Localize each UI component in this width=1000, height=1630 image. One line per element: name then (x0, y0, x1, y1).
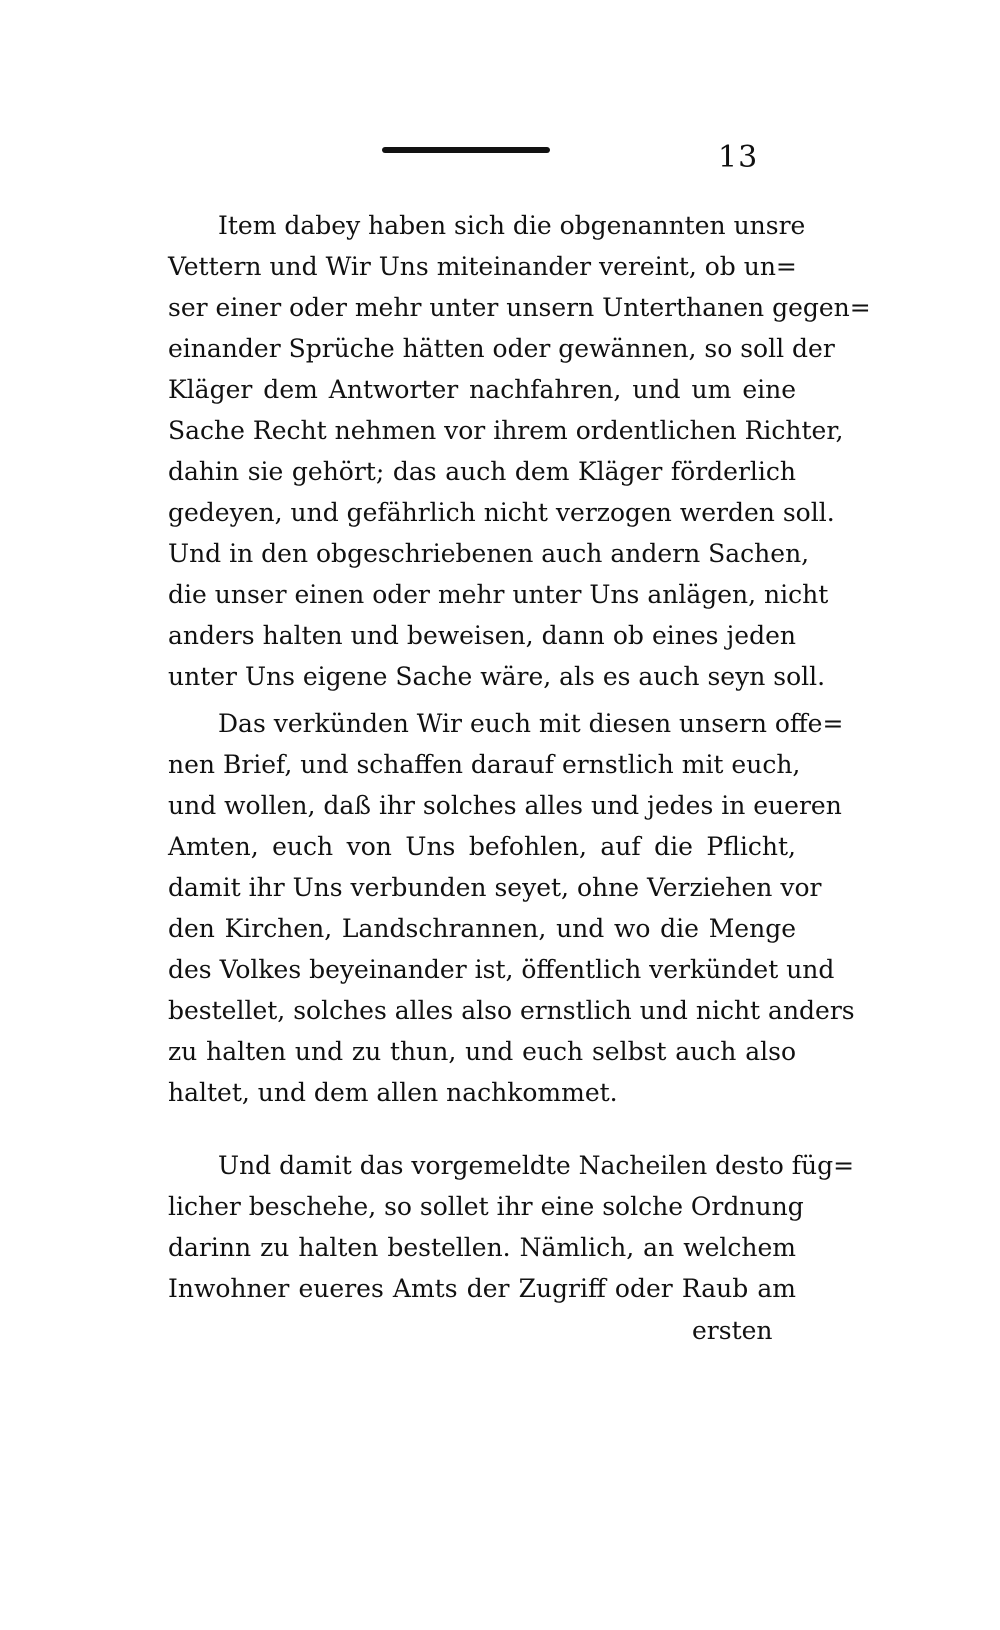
text-line: Sache Recht nehmen vor ihrem ordentlichen Richter, (168, 416, 844, 445)
text-line: Inwohner eueres Amts der Zugriff oder Raub am (168, 1274, 796, 1303)
text-line: des Volkes beyeinander ist, öffentlich verkündet und (168, 955, 835, 984)
text-line: damit ihr Uns verbunden seyet, ohne Verziehen vor (168, 873, 822, 902)
text-line: Das verkünden Wir euch mit diesen unsern offe= (218, 709, 844, 738)
header-rule (382, 147, 550, 153)
text-line: licher beschehe, so sollet ihr eine solche Ordnung (168, 1192, 804, 1221)
text-line: anders halten und beweisen, dann ob eines jeden (168, 621, 796, 650)
text-line: darinn zu halten bestellen. Nämlich, an welchem (168, 1233, 796, 1262)
paragraph-1 (168, 205, 871, 697)
text-line: Vettern und Wir Uns miteinander vereint, ob un= (168, 252, 797, 281)
text-line: Kläger dem Antworter nachfahren, und um eine (168, 375, 796, 404)
text-line: haltet, und dem allen nachkommet. (168, 1078, 618, 1107)
text-line: einander Sprüche hätten oder gewännen, so soll der (168, 334, 835, 363)
text-line: ser einer oder mehr unter unsern Unterthanen gegen= (168, 293, 871, 322)
text-line: Amten, euch von Uns befohlen, auf die Pflicht, (168, 832, 796, 861)
text-line: und wollen, daß ihr solches alles und jedes in eueren (168, 791, 842, 820)
text-line: nen Brief, und schaffen darauf ernstlich mit euch, (168, 750, 801, 779)
paragraph-3 (168, 1145, 855, 1309)
text-line: gedeyen, und gefährlich nicht verzogen werden soll. (168, 498, 835, 527)
text-line: dahin sie gehört; das auch dem Kläger förderlich (168, 457, 796, 486)
text-line: Item dabey haben sich die obgenannten unsre (218, 211, 806, 240)
text-line: Und in den obgeschriebenen auch andern Sachen, (168, 539, 810, 568)
text-line: den Kirchen, Landschrannen, und wo die Menge (168, 914, 796, 943)
catchword: ersten (692, 1316, 773, 1345)
text-line: unter Uns eigene Sache wäre, als es auch seyn soll. (168, 662, 826, 691)
text-line: zu halten und zu thun, und euch selbst auch also (168, 1037, 796, 1066)
text-line: bestellet, solches alles also ernstlich und nicht anders (168, 996, 855, 1025)
paragraph-2 (168, 703, 855, 1113)
text-line: die unser einen oder mehr unter Uns anlägen, nicht (168, 580, 829, 609)
page-number: 13 (718, 140, 759, 175)
text-line: Und damit das vorgemeldte Nacheilen desto füg= (218, 1151, 855, 1180)
